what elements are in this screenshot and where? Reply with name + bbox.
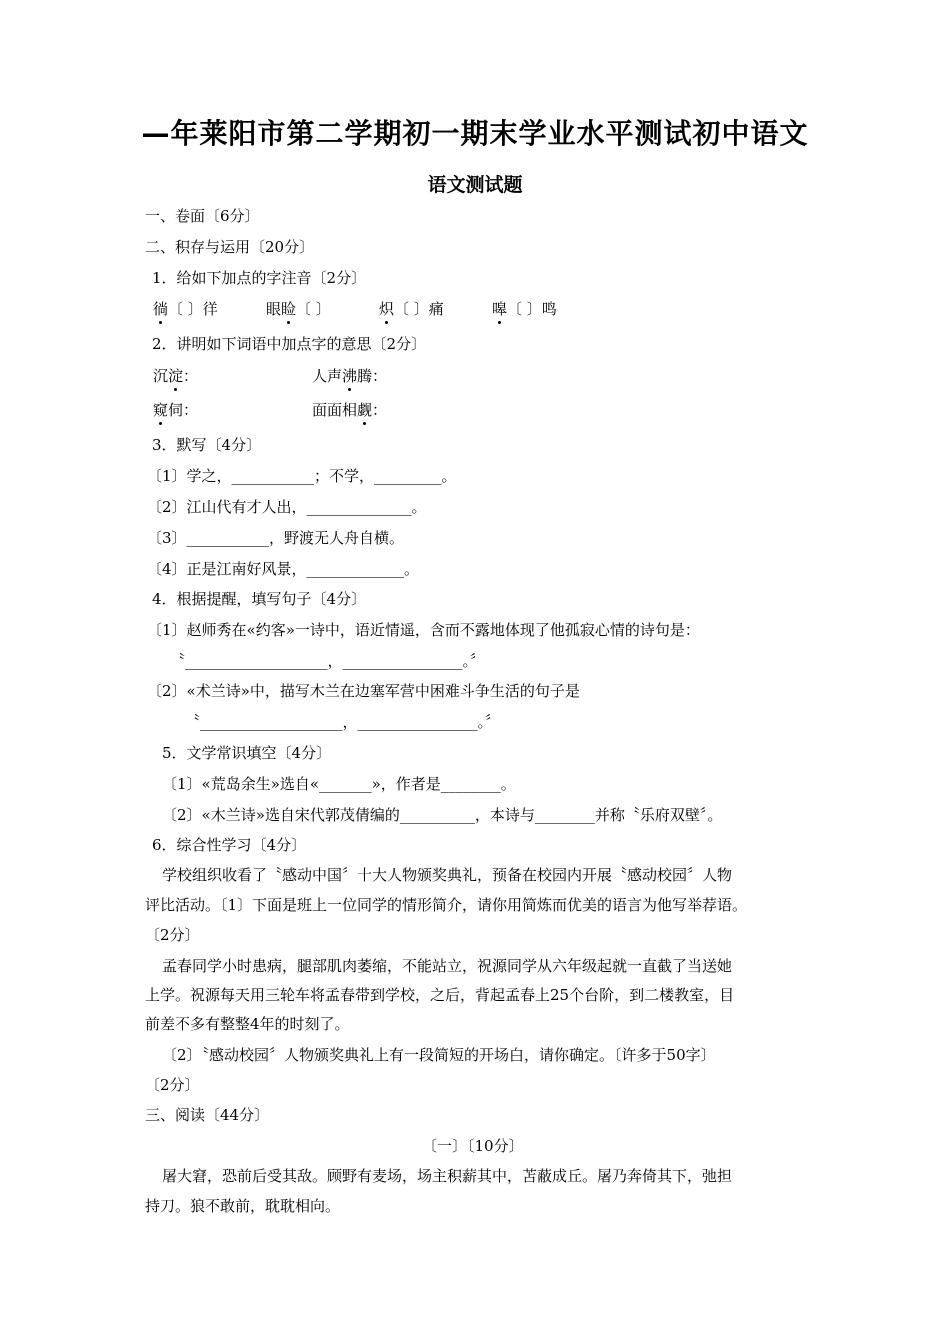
question-6-text: 6．综合性学习〔4分〕 <box>152 836 307 854</box>
reading-text-line: 屠大窘，恐前后受其敌。顾野有麦场，场主积薪其中，苫蔽成丘。屠乃奔倚其下，弛担 <box>162 1167 733 1185</box>
item-post: 伺： <box>168 401 199 419</box>
paragraph-line: 学校组织收看了〝感动中国〞十大人物颁奖典礼，预备在校园内开展〝感动校园〞人物 <box>162 866 733 884</box>
item-post: ： <box>183 367 199 385</box>
dotted-char: 炽 <box>379 300 395 318</box>
item-post: 〔 〕鸣 <box>507 300 557 318</box>
question-4-text: 4．根据提醒，填写句子〔4分〕 <box>152 590 367 608</box>
document-subtitle: 语文测试题 <box>427 174 523 196</box>
paragraph-line: 前差不多有整整4年的时刻了。 <box>145 1015 350 1033</box>
dotted-char: 沸 <box>342 367 358 385</box>
pinyin-item-3 <box>379 299 444 319</box>
answer-blank-1: 〝___________________，________________。〞 <box>170 652 486 670</box>
question-2-text: 2．讲明如下词语中加点字的意思〔2分〕 <box>152 335 427 353</box>
question-3-text: 3．默写〔4分〕 <box>152 436 262 454</box>
item-post: 〔 〕痛 <box>394 300 444 318</box>
paragraph-line: 〔2分〕 <box>145 1076 200 1094</box>
question-5-text: 5．文学常识填空〔4分〕 <box>162 744 332 762</box>
pinyin-item-2 <box>266 299 331 319</box>
item-pre: 眼 <box>266 300 282 318</box>
dotted-char: 徜 <box>153 300 169 318</box>
item-pre: 人声 <box>312 367 343 385</box>
item-post: ： <box>372 401 388 419</box>
item-pre: 沉 <box>153 367 169 385</box>
reading-text-line: 持刀。狼不敢前，耽耽相向。 <box>145 1197 341 1215</box>
recite-line-3: 〔3〕___________，野渡无人舟自横。 <box>147 529 405 547</box>
question-1-text: 1．给如下加点的字注音〔2分〕 <box>152 269 367 287</box>
paragraph-line: 〔2〕〝感动校园〞人物颁奖典礼上有一段简短的开场白，请你确定。〔许多于50字〕 <box>162 1046 716 1064</box>
section-3-heading: 三、阅读〔44分〕 <box>145 1106 270 1124</box>
answer-blank-2: 〝___________________，________________。〞 <box>185 713 501 731</box>
dotted-char: 窥 <box>153 401 169 419</box>
item-post: 腾： <box>357 367 388 385</box>
recite-line-1: 〔1〕学之，___________；不学，_________。 <box>147 467 457 485</box>
paragraph-line: 评比活动。〔1〕下面是班上一位同学的情形简介，请你用简炼而优美的语言为他写举荐语。 <box>145 896 748 914</box>
dotted-char: 嗥 <box>492 300 508 318</box>
pinyin-item-1 <box>153 299 218 319</box>
dotted-char: 睑 <box>281 300 297 318</box>
reading-part-label: 〔一〕〔10分〕 <box>422 1137 524 1155</box>
dotted-char: 觑 <box>357 401 373 419</box>
pinyin-item-4 <box>492 299 557 319</box>
section-2-heading: 二、积存与运用〔20分〕 <box>145 238 315 256</box>
word-item-a <box>153 366 198 386</box>
literature-line-1: 〔1〕«荒岛余生»选自«_______»，作者是________。 <box>162 775 516 793</box>
item-post: 〔 〕 <box>296 300 331 318</box>
paragraph-line: 上学。祝源每天用三轮车将孟春带到学校，之后，背起孟春上25个台阶，到二楼教室，目 <box>145 986 735 1004</box>
item-post: 〔 〕徉 <box>168 300 218 318</box>
word-item-c <box>153 400 198 420</box>
document-title: —年莱阳市第二学期初一期末学业水平测试初中语文 <box>141 117 809 150</box>
section-1-heading: 一、卷面〔6分〕 <box>145 207 260 225</box>
word-item-d <box>312 400 387 420</box>
paragraph-line: 〔2分〕 <box>145 926 200 944</box>
recite-line-4: 〔4〕正是江南好风景，_____________。 <box>147 560 420 578</box>
prompt-line-2: 〔2〕«术兰诗»中，描写木兰在边塞军营中困难斗争生活的句子是 <box>147 682 580 700</box>
prompt-line-1: 〔1〕赵师秀在«约客»一诗中，语近情遥，含而不露地体现了他孤寂心情的诗句是： <box>147 621 700 639</box>
paragraph-line: 孟春同学小时患病，腿部肌肉萎缩，不能站立，祝源同学从六年级起就一直截了当送她 <box>162 957 733 975</box>
word-item-b <box>312 366 387 386</box>
dotted-char: 淀 <box>168 367 184 385</box>
item-pre: 面面相 <box>312 401 358 419</box>
literature-line-2: 〔2〕«木兰诗»选自宋代郭茂倩编的__________，本诗与________并称〝乐府双壁〞。 <box>162 806 723 824</box>
recite-line-2: 〔2〕江山代有才人出，______________。 <box>147 498 427 516</box>
